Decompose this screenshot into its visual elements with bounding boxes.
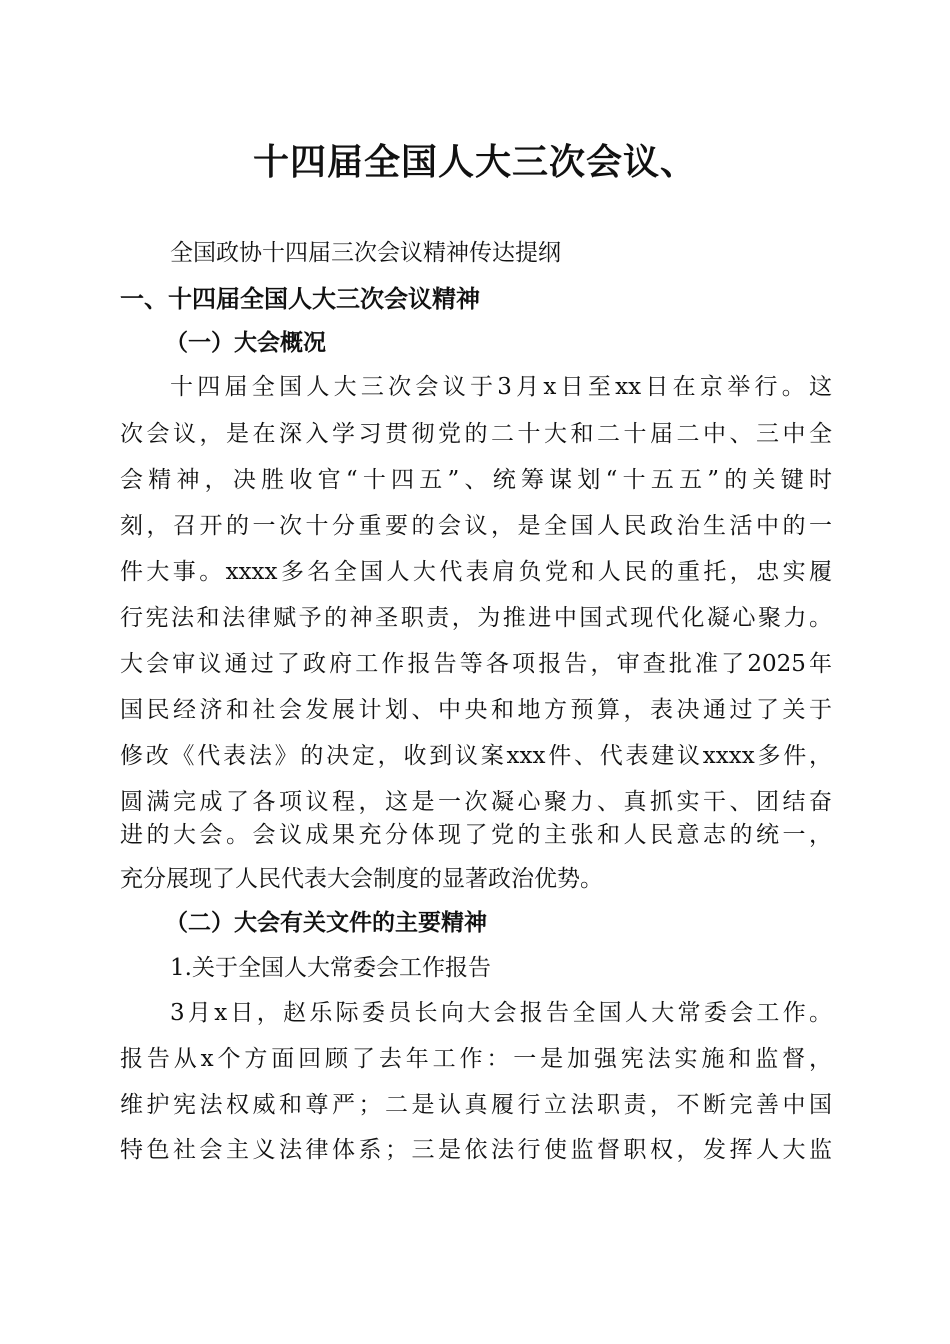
document-title: 十四届全国人大三次会议、 (252, 141, 697, 183)
paragraph-line: 圆满完成了各项议程，这是一次凝心聚力、真抓实干、团结奋 (120, 789, 832, 815)
paragraph-line: 进的大会。会议成果充分体现了党的主张和人民意志的统一， (120, 822, 832, 848)
paragraph-line: 充分展现了人民代表大会制度的显著政治优势。 (120, 866, 603, 892)
paragraph-line: 会精神，决胜收官“十四五”、统筹谋划“十五五”的关键时 (120, 467, 832, 493)
paragraph-line: 次会议，是在深入学习贯彻党的二十大和二十届二中、三中全 (120, 421, 832, 447)
section-heading-1: 一、十四届全国人大三次会议精神 (120, 285, 480, 313)
paragraph-line: 特色社会主义法律体系；三是依法行使监督职权，发挥人大监 (120, 1137, 832, 1163)
subsection-heading-1: （一）大会概况 (165, 330, 326, 356)
paragraph-line: 刻，召开的一次十分重要的会议，是全国人民政治生活中的一 (120, 513, 832, 539)
item-heading-1: 1.关于全国人大常委会工作报告 (170, 955, 491, 981)
paragraph-line: 十四届全国人大三次会议于3月x日至xx日在京举行。这 (170, 374, 832, 400)
subsection-heading-2: （二）大会有关文件的主要精神 (165, 910, 487, 936)
paragraph-line: 行宪法和法律赋予的神圣职责，为推进中国式现代化凝心聚力。 (120, 605, 832, 631)
paragraph-line: 国民经济和社会发展计划、中央和地方预算，表决通过了关于 (120, 697, 832, 723)
paragraph-line: 维护宪法权威和尊严；二是认真履行立法职责，不断完善中国 (120, 1092, 832, 1118)
paragraph-line: 件大事。xxxx多名全国人大代表肩负党和人民的重托，忠实履 (120, 559, 832, 585)
paragraph-line: 大会审议通过了政府工作报告等各项报告，审查批准了2025年 (120, 651, 832, 677)
paragraph-line: 3月x日，赵乐际委员长向大会报告全国人大常委会工作。 (170, 1000, 832, 1026)
paragraph-line: 修改《代表法》的决定，收到议案xxx件、代表建议xxxx多件， (120, 743, 832, 769)
paragraph-line: 报告从x个方面回顾了去年工作：一是加强宪法实施和监督， (120, 1046, 832, 1072)
document-subtitle: 全国政协十四届三次会议精神传达提纲 (170, 240, 561, 266)
